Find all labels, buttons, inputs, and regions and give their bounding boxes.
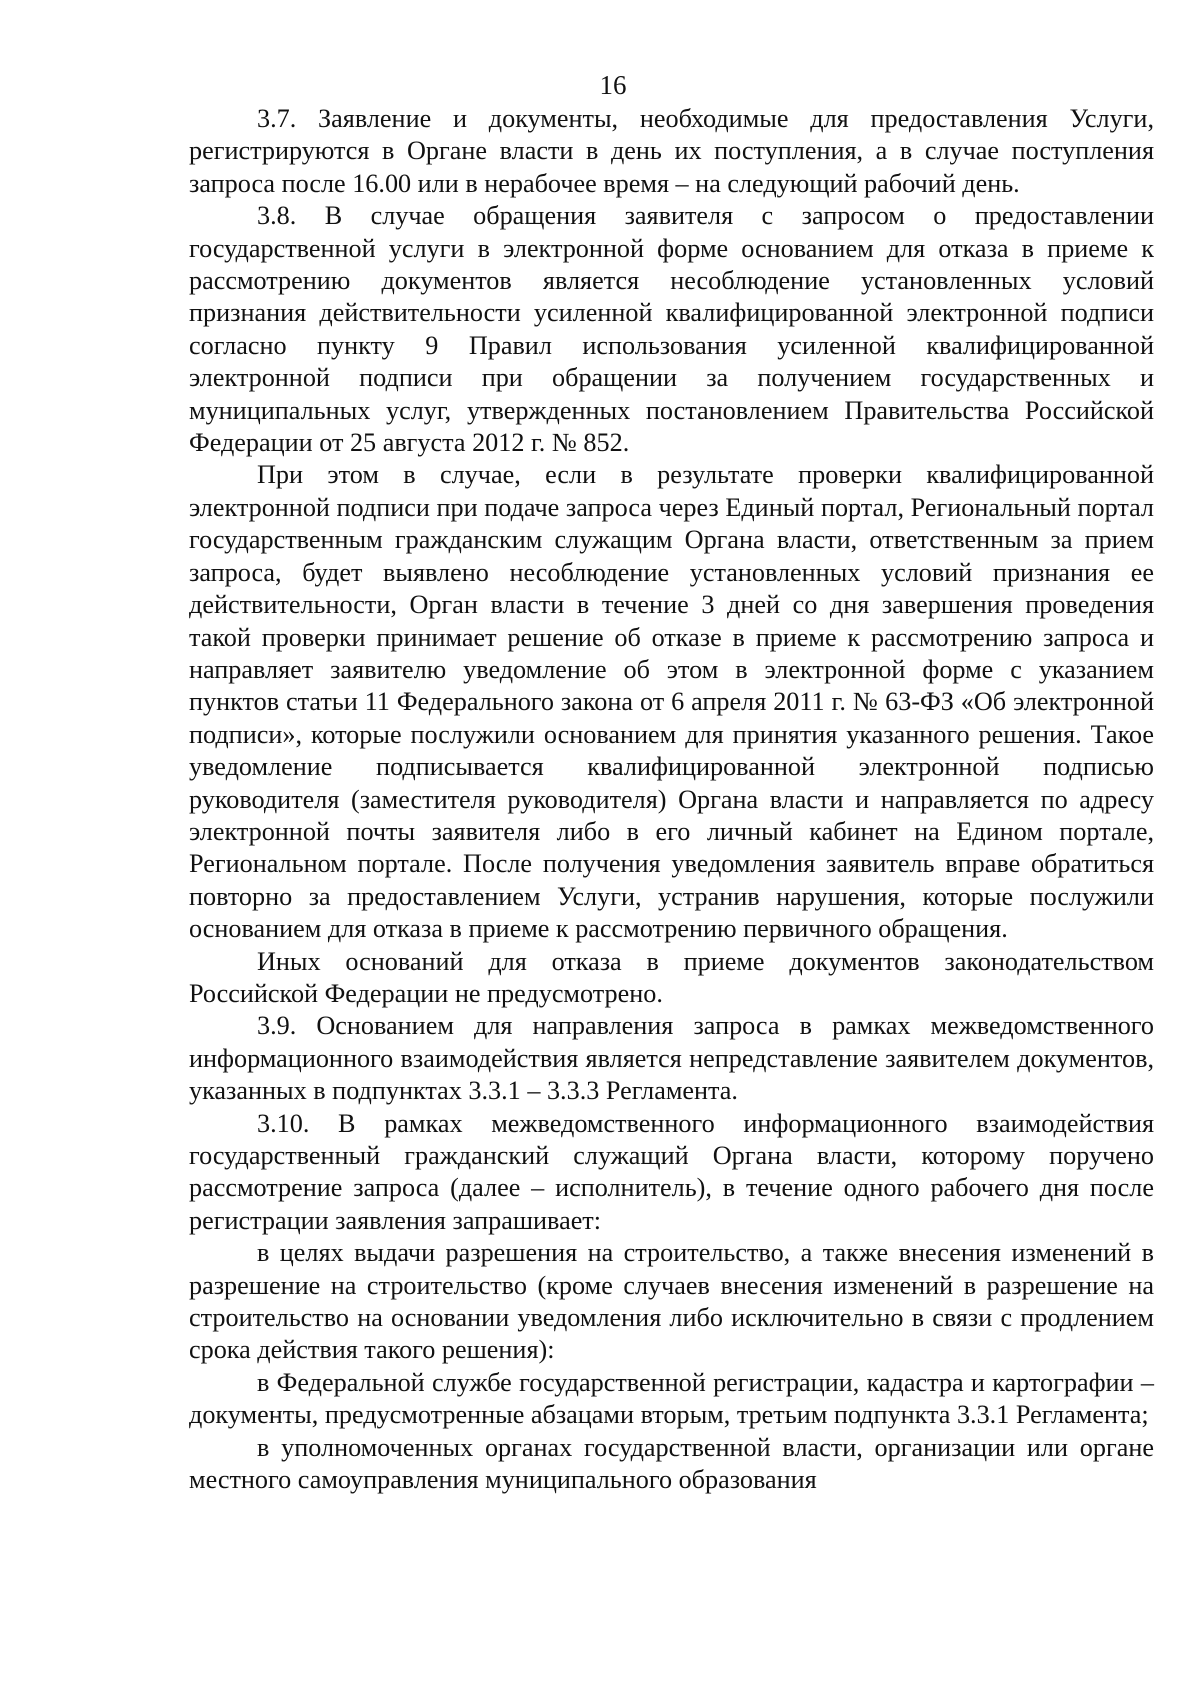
paragraph-3-7: 3.7. Заявление и документы, необходимые для предоставления Услуги, регистрируются в Органе власти в день их поступления, а в случае поступления запроса после 16.00 или в нерабочее время – на следующий рабочий день. — [189, 104, 1154, 198]
paragraph-other-grounds: Иных оснований для отказа в приеме документов законодательством Российской Федерации не предусмотрено. — [189, 946, 1154, 1008]
paragraph-3-8: 3.8. В случае обращения заявителя с запросом о предоставлении государственной услуги в электронной форме основанием для отказа в приеме к рассмотрению документов является несоблюдение установленных условий признания действительности усиленной квалифицированной электронной подписи согласно пункту 9 Правил использования усиленной квалифицированной электронной подписи при обращении за получением государственных и муниципальных услуг, утвержденных постановлением Правительства Российской Федерации от 25 августа 2012 г. № 852. — [189, 201, 1154, 458]
paragraph-3-9: 3.9. Основанием для направления запроса в рамках межведомственного информационного взаимодействия является непредставление заявителем документов, указанных в подпунктах 3.3.1 – 3.3.3 Регламента. — [189, 1011, 1154, 1106]
paragraph-authorized-bodies: в уполномоченных органах государственной власти, организации или органе местного самоуправления муниципального образования — [189, 1432, 1154, 1495]
paragraph-construction-permit: в целях выдачи разрешения на строительство, а также внесения изменений в разрешение на строительство (кроме случаев внесения изменений в разрешение на строительство на основании уведомления либо исключительно в связи с продлением срока действия такого решения): — [189, 1238, 1154, 1365]
document-body — [189, 103, 1154, 1496]
page-number: 16 — [599, 70, 627, 100]
paragraph-federal-service: в Федеральной службе государственной регистрации, кадастра и картографии – документы, предусмотренные абзацами вторым, третьим подпункта 3.3.1 Регламента; — [189, 1367, 1154, 1430]
paragraph-3-8-continued: При этом в случае, если в результате проверки квалифицированной электронной подписи при подаче запроса через Единый портал, Региональный портал государственным гражданским служащим Органа власти, ответственным за прием запроса, будет выявлено несоблюдение установленных условий признания ее действительности, Орган власти в течение 3 дней со дня завершения проведения такой проверки принимает решение об отказе в приеме к рассмотрению запроса и направляет заявителю уведомление об этом в электронной форме с указанием пунктов статьи 11 Федерального закона от 6 апреля 2011 г. № 63-ФЗ «Об электронной подписи», которые послужили основанием для принятия указанного решения. Такое уведомление подписывается квалифицированной электронной подписью руководителя (заместителя руководителя) Органа власти и направляется по адресу электронной почты заявителя либо в его личный кабинет на Едином портале, Региональном портале. После получения уведомления заявитель вправе обратиться повторно за предоставлением Услуги, устранив нарушения, которые послужили основанием для отказа в приеме к рассмотрению первичного обращения. — [189, 460, 1154, 944]
paragraph-3-10: 3.10. В рамках межведомственного информационного взаимодействия государственный гражданский служащий Органа власти, которому поручено рассмотрение запроса (далее – исполнитель), в течение одного рабочего дня после регистрации заявления запрашивает: — [189, 1108, 1154, 1235]
